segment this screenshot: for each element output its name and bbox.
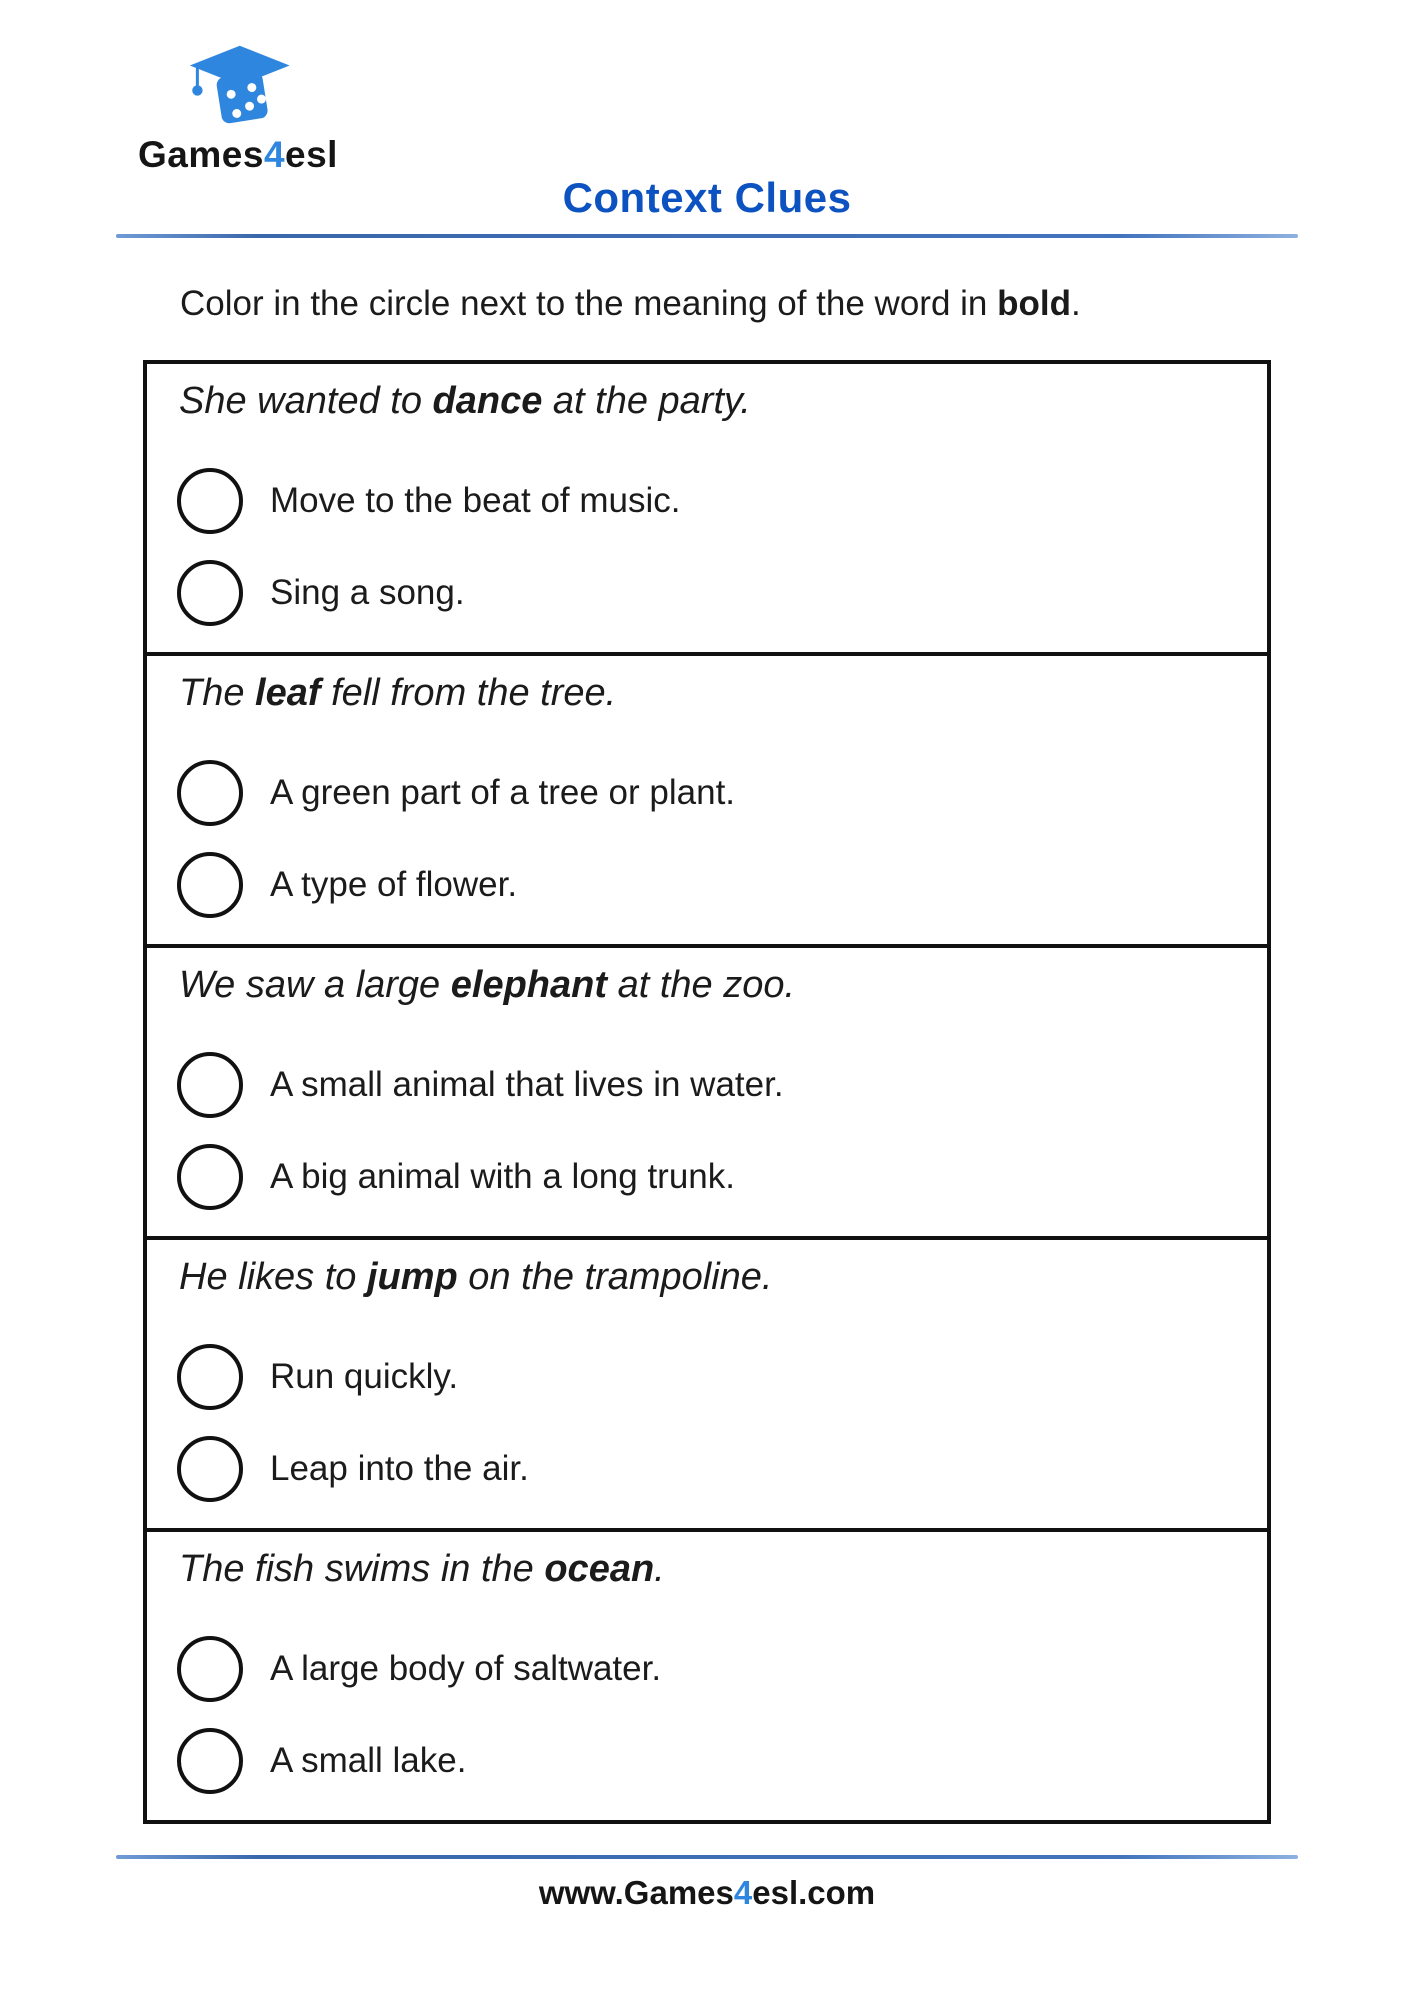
questions-table: [143, 360, 1271, 1824]
answer-bubble[interactable]: [177, 1436, 243, 1502]
option-label: Leap into the air.: [270, 1449, 529, 1488]
instructions-text: [180, 284, 1081, 324]
sentence-bold-word: dance: [432, 380, 543, 422]
question-row-2: [147, 652, 1267, 944]
brand-name-post: esl: [285, 134, 338, 175]
footer-divider-line: [116, 1855, 1298, 1859]
option-label: A small animal that lives in water.: [270, 1065, 784, 1104]
option-label: A large body of saltwater.: [270, 1649, 662, 1688]
answer-option: [177, 1344, 458, 1410]
footer-url-post: esl.com: [752, 1874, 876, 1911]
option-label: A big animal with a long trunk.: [270, 1157, 735, 1196]
question-row-3: [147, 944, 1267, 1236]
footer-url-accent: 4: [733, 1874, 753, 1911]
sentence-post: .: [654, 1548, 665, 1590]
instructions-pre: Color in the circle next to the meaning of the word in: [180, 284, 998, 323]
answer-option: [177, 1052, 784, 1118]
question-row-1: [147, 364, 1267, 652]
question-sentence: [179, 1548, 1247, 1591]
sentence-post: on the trampoline.: [457, 1256, 773, 1298]
answer-option: [177, 760, 735, 826]
question-row-4: [147, 1236, 1267, 1528]
option-label: Sing a song.: [270, 573, 465, 612]
footer-url-pre: www.Games: [538, 1874, 734, 1911]
page-title: Context Clues: [562, 174, 852, 221]
answer-bubble[interactable]: [177, 468, 243, 534]
brand-name-pre: Games: [138, 134, 264, 175]
answer-bubble[interactable]: [177, 1636, 243, 1702]
question-sentence: [179, 380, 1247, 423]
sentence-bold-word: ocean: [544, 1548, 655, 1590]
answer-bubble[interactable]: [177, 1144, 243, 1210]
dice-graduation-cap-icon: [179, 44, 297, 130]
instructions-bold-word: bold: [997, 284, 1071, 323]
sentence-post: fell from the tree.: [320, 672, 617, 714]
sentence-bold-word: jump: [366, 1256, 458, 1298]
answer-bubble[interactable]: [177, 1728, 243, 1794]
sentence-pre: We saw a large: [179, 964, 451, 1006]
answer-option: [177, 468, 680, 534]
sentence-post: at the party.: [542, 380, 751, 422]
answer-option: [177, 1436, 529, 1502]
question-sentence: [179, 672, 1247, 715]
answer-bubble[interactable]: [177, 852, 243, 918]
sentence-pre: She wanted to: [179, 380, 433, 422]
answer-bubble[interactable]: [177, 1344, 243, 1410]
brand-name-accent: 4: [263, 134, 286, 175]
header-divider-line: [116, 234, 1298, 238]
option-label: A type of flower.: [270, 865, 518, 904]
sentence-pre: The fish swims in the: [179, 1548, 545, 1590]
footer-url: [0, 1874, 1414, 1912]
brand-name: [138, 134, 338, 176]
option-label: A green part of a tree or plant.: [270, 773, 736, 812]
question-sentence: [179, 964, 1247, 1007]
answer-bubble[interactable]: [177, 560, 243, 626]
answer-option: [177, 1728, 466, 1794]
option-label: A small lake.: [270, 1741, 467, 1780]
answer-bubble[interactable]: [177, 1052, 243, 1118]
question-row-5: [147, 1528, 1267, 1820]
option-label: Move to the beat of music.: [270, 481, 681, 520]
sentence-pre: The: [179, 672, 256, 714]
option-label: Run quickly.: [270, 1357, 459, 1396]
sentence-bold-word: elephant: [450, 964, 608, 1006]
answer-option: [177, 1144, 735, 1210]
sentence-post: at the zoo.: [607, 964, 796, 1006]
answer-option: [177, 560, 465, 626]
answer-bubble[interactable]: [177, 760, 243, 826]
answer-option: [177, 852, 517, 918]
brand-logo: [138, 44, 338, 176]
sentence-pre: He likes to: [179, 1256, 367, 1298]
answer-option: [177, 1636, 661, 1702]
instructions-post: .: [1070, 284, 1081, 323]
sentence-bold-word: leaf: [255, 672, 321, 714]
question-sentence: [179, 1256, 1247, 1299]
